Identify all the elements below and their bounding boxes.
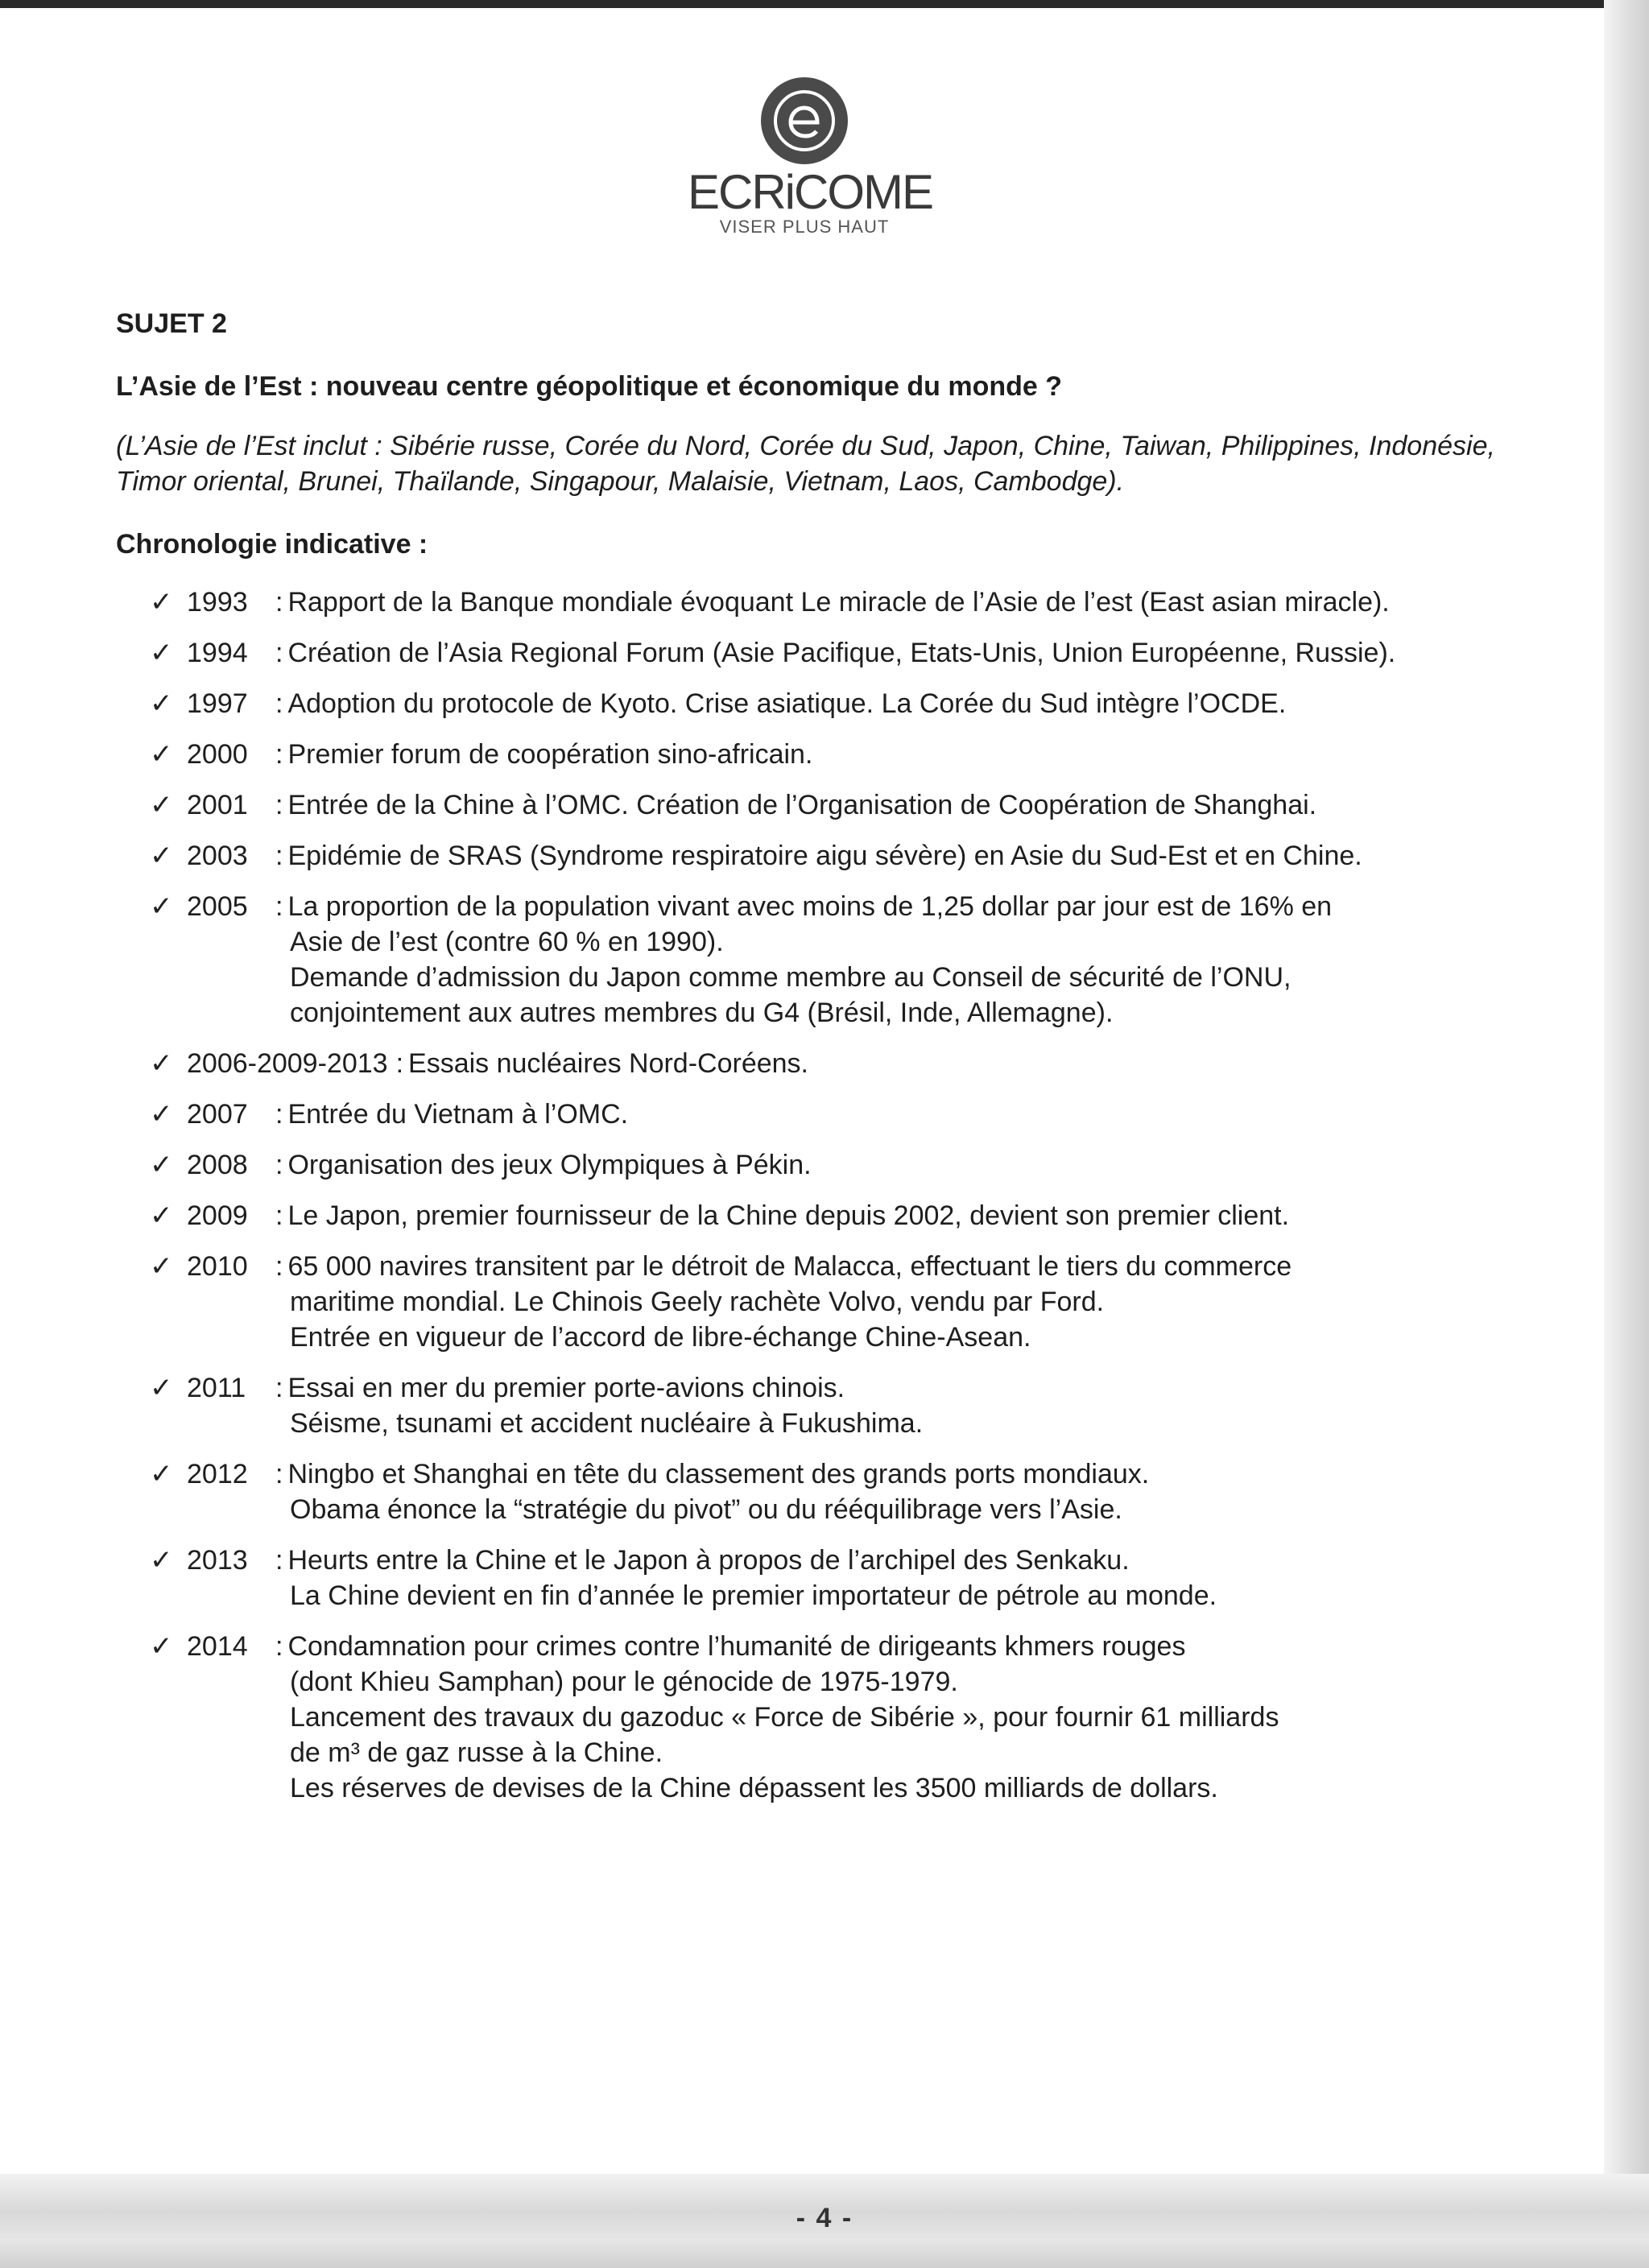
chronology-text bbox=[275, 1370, 1501, 1441]
scan-right-edge bbox=[1604, 0, 1649, 2268]
check-mark-icon: ✓ bbox=[150, 1545, 173, 1576]
chronology-line bbox=[275, 1492, 1501, 1527]
chronology-text bbox=[275, 1543, 1501, 1613]
chronology-line bbox=[275, 585, 1501, 620]
chronology-entry bbox=[116, 737, 1501, 772]
chronology-line bbox=[275, 1735, 1501, 1770]
chronology-entry bbox=[116, 1198, 1501, 1233]
chronology-year: 2013 bbox=[187, 1545, 248, 1576]
chronology-line-text: Essais nucléaires Nord-Coréens. bbox=[408, 1048, 808, 1079]
chronology-line-text: Entrée en vigueur de l’accord de libre-échange Chine-Asean. bbox=[290, 1322, 1031, 1353]
scan-top-edge bbox=[0, 0, 1649, 8]
chronology-line bbox=[275, 1456, 1501, 1492]
check-mark-icon: ✓ bbox=[150, 790, 173, 820]
chronology-text bbox=[275, 889, 1501, 1031]
chronology-year: 2011 bbox=[187, 1373, 246, 1403]
chronology-line bbox=[275, 686, 1501, 721]
chronology-text bbox=[275, 787, 1501, 823]
chronology-line-text: Ningbo et Shanghai en tête du classement des grands ports mondiaux. bbox=[287, 1459, 1150, 1489]
chronology-line-text: Demande d’admission du Japon comme membre au Conseil de sécurité de l’ONU, bbox=[290, 962, 1292, 993]
chronology-line bbox=[275, 995, 1501, 1031]
chronology-line-text: Condamnation pour crimes contre l’humanité de dirigeants khmers rouges bbox=[287, 1631, 1186, 1662]
chronology-line bbox=[275, 1249, 1501, 1284]
colon-separator: : bbox=[275, 1631, 283, 1662]
chronology-text bbox=[275, 1097, 1501, 1132]
check-mark-icon: ✓ bbox=[150, 1048, 173, 1079]
check-mark-icon: ✓ bbox=[150, 891, 173, 922]
chronology-line bbox=[275, 1700, 1501, 1735]
chronology-entry bbox=[116, 635, 1501, 671]
colon-separator: : bbox=[275, 841, 283, 871]
chronology-line-text: Entrée de la Chine à l’OMC. Création de l’Organisation de Coopération de Shanghai. bbox=[287, 790, 1317, 820]
chronology-year: 1997 bbox=[187, 688, 248, 719]
check-mark-icon: ✓ bbox=[150, 688, 173, 719]
chronology-line-text: 65 000 navires transitent par le détroit de Malacca, effectuant le tiers du commerce bbox=[287, 1251, 1292, 1282]
chronology-line-text: Asie de l’est (contre 60 % en 1990). bbox=[290, 927, 724, 957]
check-mark-icon: ✓ bbox=[150, 1251, 173, 1282]
chronology-line-text: Essai en mer du premier porte-avions chinois. bbox=[287, 1373, 845, 1403]
subject-heading: SUJET 2 bbox=[116, 308, 227, 339]
chronology-text bbox=[275, 585, 1501, 620]
check-mark-icon: ✓ bbox=[150, 739, 173, 770]
chronology-line bbox=[275, 1198, 1501, 1233]
chronology-year: 2006-2009-2013 bbox=[187, 1048, 388, 1079]
check-mark-icon: ✓ bbox=[150, 1200, 173, 1231]
chronology-text bbox=[275, 1249, 1501, 1355]
chronology-year: 2001 bbox=[187, 790, 248, 820]
chronology-line bbox=[275, 924, 1501, 960]
chronology-year: 2014 bbox=[187, 1631, 248, 1662]
colon-separator: : bbox=[275, 891, 283, 922]
chronology-text bbox=[275, 686, 1501, 721]
chronology-line bbox=[275, 787, 1501, 823]
chronology-text bbox=[275, 737, 1501, 772]
logo-emblem-icon bbox=[761, 77, 848, 164]
chronology-line bbox=[275, 1284, 1501, 1320]
chronology-line-text: Création de l’Asia Regional Forum (Asie Pacifique, Etats-Unis, Union Européenne, Russie). bbox=[287, 638, 1396, 668]
chronology-line-text: (dont Khieu Samphan) pour le génocide de 1975-1979. bbox=[290, 1667, 958, 1697]
chronology-line bbox=[275, 1543, 1501, 1578]
colon-separator: : bbox=[275, 739, 283, 770]
chronology-entry bbox=[116, 838, 1501, 874]
chronology-line bbox=[275, 737, 1501, 772]
chronology-year: 2008 bbox=[187, 1150, 248, 1180]
chronology-line bbox=[275, 1370, 1501, 1406]
chronology-year: 2012 bbox=[187, 1459, 248, 1489]
chronology-text bbox=[275, 1147, 1501, 1183]
chronology-list bbox=[116, 585, 1501, 1806]
check-mark-icon: ✓ bbox=[150, 1631, 173, 1662]
chronology-entry bbox=[116, 1370, 1501, 1441]
chronology-year: 1994 bbox=[187, 638, 248, 668]
chronology-entry bbox=[116, 1456, 1501, 1527]
document-body bbox=[116, 306, 1501, 1821]
chronology-year: 2005 bbox=[187, 891, 248, 922]
chronology-text bbox=[396, 1046, 1501, 1081]
colon-separator: : bbox=[275, 1200, 283, 1231]
colon-separator: : bbox=[275, 688, 283, 719]
chronology-entry bbox=[116, 889, 1501, 1031]
chronology-line-text: de m³ de gaz russe à la Chine. bbox=[290, 1737, 663, 1768]
chronology-text bbox=[275, 1629, 1501, 1806]
check-mark-icon: ✓ bbox=[150, 1459, 173, 1489]
chronology-entry bbox=[116, 1543, 1501, 1613]
chronology-line bbox=[275, 1097, 1501, 1132]
check-mark-icon: ✓ bbox=[150, 587, 173, 618]
chronology-line-text: Premier forum de coopération sino-africain. bbox=[287, 739, 813, 770]
chronology-entry bbox=[116, 1046, 1501, 1081]
chronology-entry bbox=[116, 1629, 1501, 1806]
chronology-entry bbox=[116, 787, 1501, 823]
chronology-line-text: conjointement aux autres membres du G4 (Brésil, Inde, Allemagne). bbox=[290, 998, 1114, 1028]
chronology-line-text: maritime mondial. Le Chinois Geely rachète Volvo, vendu par Ford. bbox=[290, 1287, 1105, 1317]
chronology-heading: Chronologie indicative : bbox=[116, 529, 428, 560]
chronology-year: 2010 bbox=[187, 1251, 248, 1282]
chronology-line bbox=[275, 1578, 1501, 1613]
ecricome-logo bbox=[688, 77, 933, 237]
chronology-line-text: Heurts entre la Chine et le Japon à propos de l’archipel des Senkaku. bbox=[287, 1545, 1130, 1576]
chronology-line bbox=[275, 889, 1501, 924]
check-mark-icon: ✓ bbox=[150, 841, 173, 871]
chronology-line bbox=[275, 1320, 1501, 1355]
chronology-line-text: La proportion de la population vivant avec moins de 1,25 dollar par jour est de 16% en bbox=[287, 891, 1333, 922]
colon-separator: : bbox=[275, 638, 283, 668]
intro-paragraph: (L’Asie de l’Est inclut : Sibérie russe, Corée du Nord, Corée du Sud, Japon, Chine, Taiwan, Philippines, Indonésie, Timor oriental, Brunei, Thaïlande, Singapour, Malaisie, Vietnam, Laos, Cambodge). bbox=[116, 431, 1495, 497]
chronology-line bbox=[275, 1629, 1501, 1664]
chronology-line-text: Séisme, tsunami et accident nucléaire à Fukushima. bbox=[290, 1408, 924, 1439]
chronology-entry bbox=[116, 585, 1501, 620]
chronology-text bbox=[275, 1456, 1501, 1527]
colon-separator: : bbox=[275, 1251, 283, 1282]
colon-separator: : bbox=[275, 1150, 283, 1180]
chronology-year: 2009 bbox=[187, 1200, 248, 1231]
chronology-line-text: Epidémie de SRAS (Syndrome respiratoire aigu sévère) en Asie du Sud-Est et en Chine. bbox=[287, 841, 1362, 871]
colon-separator: : bbox=[275, 1545, 283, 1576]
chronology-year: 2007 bbox=[187, 1099, 248, 1130]
check-mark-icon: ✓ bbox=[150, 638, 173, 668]
chronology-line-text: Adoption du protocole de Kyoto. Crise asiatique. La Corée du Sud intègre l’OCDE. bbox=[287, 688, 1287, 719]
chronology-line bbox=[275, 960, 1501, 995]
colon-separator: : bbox=[275, 1373, 283, 1403]
chronology-line-text: Entrée du Vietnam à l’OMC. bbox=[287, 1099, 629, 1130]
check-mark-icon: ✓ bbox=[150, 1099, 173, 1130]
brand-tagline: VISER PLUS HAUT bbox=[719, 217, 890, 237]
colon-separator: : bbox=[275, 1099, 283, 1130]
check-mark-icon: ✓ bbox=[150, 1373, 173, 1403]
chronology-line-text: Obama énonce la “stratégie du pivot” ou du rééquilibrage vers l’Asie. bbox=[290, 1494, 1122, 1525]
colon-separator: : bbox=[275, 790, 283, 820]
chronology-text bbox=[275, 1198, 1501, 1233]
chronology-line bbox=[275, 838, 1501, 874]
colon-separator: : bbox=[395, 1048, 404, 1079]
chronology-line bbox=[275, 1664, 1501, 1700]
brand-name: ECRiCOME bbox=[688, 165, 933, 219]
chronology-entry bbox=[116, 686, 1501, 721]
chronology-line-text: Les réserves de devises de la Chine dépassent les 3500 milliards de dollars. bbox=[290, 1773, 1218, 1803]
chronology-year: 2000 bbox=[187, 739, 248, 770]
chronology-line-text: La Chine devient en fin d’année le premier importateur de pétrole au monde. bbox=[290, 1580, 1217, 1611]
chronology-line-text: Organisation des jeux Olympiques à Pékin. bbox=[287, 1150, 812, 1180]
chronology-line-text: Rapport de la Banque mondiale évoquant Le miracle de l’Asie de l’est (East asian miracle). bbox=[287, 587, 1390, 618]
chronology-year: 1993 bbox=[187, 587, 248, 618]
chronology-line-text: Lancement des travaux du gazoduc « Force de Sibérie », pour fournir 61 milliards bbox=[290, 1702, 1279, 1733]
chronology-year: 2003 bbox=[187, 841, 248, 871]
check-mark-icon: ✓ bbox=[150, 1150, 173, 1180]
chronology-line bbox=[275, 1770, 1501, 1806]
chronology-line bbox=[275, 635, 1501, 671]
chronology-line bbox=[275, 1406, 1501, 1441]
chronology-text bbox=[275, 838, 1501, 874]
chronology-line bbox=[396, 1046, 1501, 1081]
chronology-entry bbox=[116, 1097, 1501, 1132]
page-number: - 4 - bbox=[796, 2203, 853, 2233]
colon-separator: : bbox=[275, 587, 283, 618]
colon-separator: : bbox=[275, 1459, 283, 1489]
chronology-entry bbox=[116, 1249, 1501, 1355]
chronology-line bbox=[275, 1147, 1501, 1183]
chronology-entry bbox=[116, 1147, 1501, 1183]
chronology-line-text: Le Japon, premier fournisseur de la Chine depuis 2002, devient son premier client. bbox=[287, 1200, 1290, 1231]
chronology-text bbox=[275, 635, 1501, 671]
document-title: L’Asie de l’Est : nouveau centre géopolitique et économique du monde ? bbox=[116, 371, 1063, 402]
